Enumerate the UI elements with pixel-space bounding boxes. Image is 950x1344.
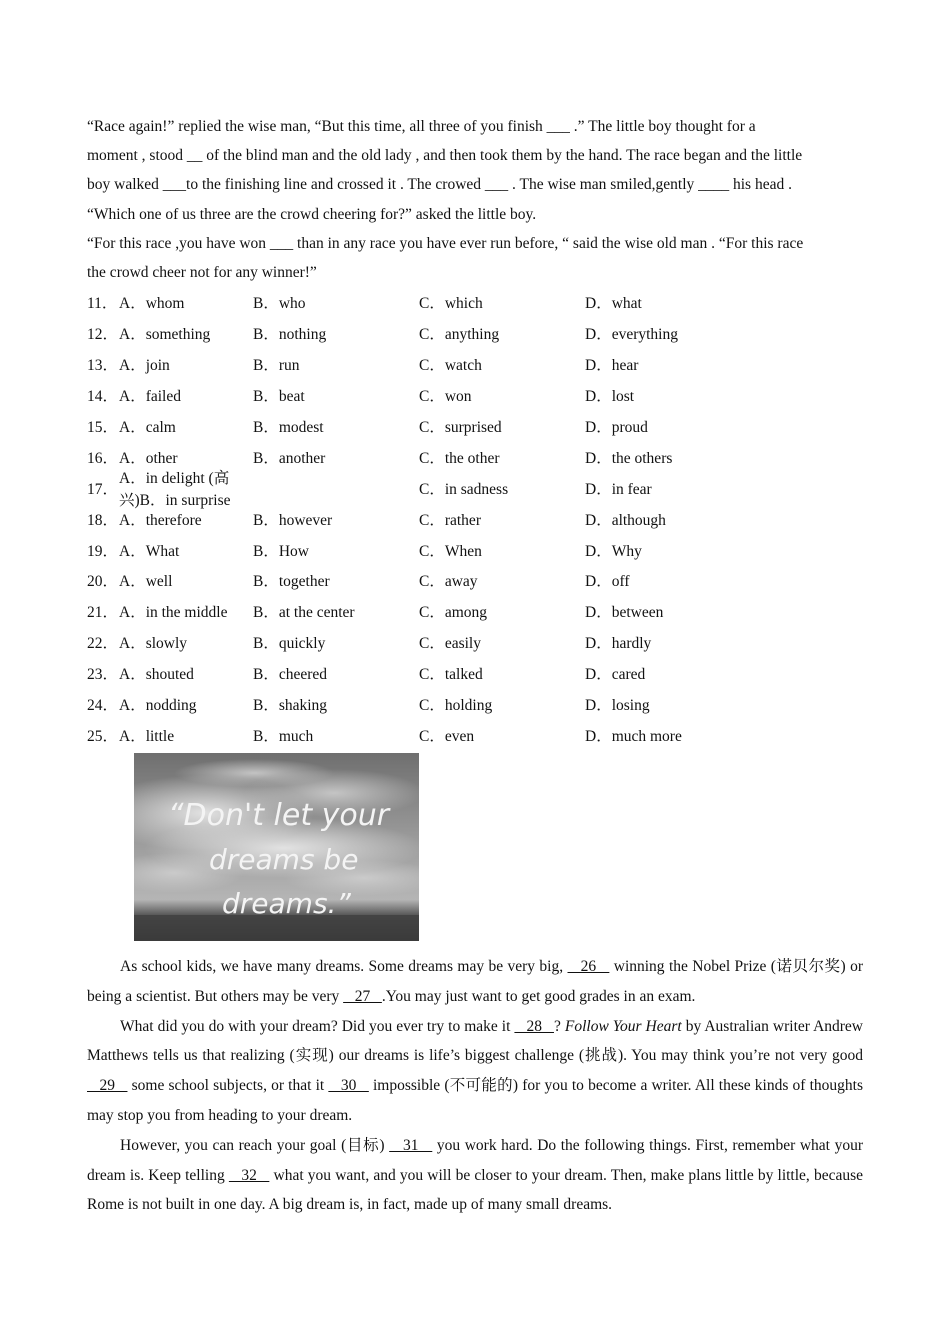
question-row xyxy=(87,719,863,750)
option-d: D．cared xyxy=(585,666,646,684)
option-c: C．surprised xyxy=(419,419,502,436)
option-d: D．in fear xyxy=(585,480,652,498)
question-row xyxy=(87,534,863,565)
option-c: C．When xyxy=(419,542,482,560)
question-number: 17． xyxy=(87,480,119,498)
question-number: 14． xyxy=(87,388,119,406)
option-a: A．well xyxy=(119,573,173,591)
option-d: D．although xyxy=(585,511,666,529)
option-b: B．however xyxy=(253,511,333,529)
blank-32: 32 xyxy=(228,1166,270,1184)
question-row xyxy=(87,658,863,689)
question-number: 24． xyxy=(87,697,119,715)
question-row xyxy=(87,565,863,596)
question-row xyxy=(87,411,863,442)
option-c: C．even xyxy=(419,727,475,745)
option-d: D．hear xyxy=(585,357,639,375)
option-c: C．anything xyxy=(419,326,500,344)
question-number: 18． xyxy=(87,511,119,529)
paragraph-2: What did you do with your dream? Did you ever try to make it 28 ? Follow Your Heart by Australian writer Andrew Matthews tells us that realizing (实现) our dreams is life’s biggest challenge (挑战). You may think you’re not very good 29 some school subjects, or that it 30 impossible (不可能的) for you to become a writer. All these kinds of thoughts may stop you from heading to your dream. xyxy=(87,1017,864,1124)
option-b: B．another xyxy=(253,449,326,467)
option-d: D．off xyxy=(585,573,630,591)
question-row xyxy=(87,469,863,509)
option-c: C．watch xyxy=(419,357,482,375)
option-d: D．hardly xyxy=(585,635,652,653)
question-number: 20． xyxy=(87,573,119,591)
question-row xyxy=(87,596,863,627)
option-c: C．which xyxy=(419,295,483,313)
answer-options xyxy=(87,287,863,750)
question-number: 19． xyxy=(87,542,119,560)
option-b: B．beat xyxy=(253,388,305,406)
sky-quote-photo xyxy=(134,753,419,941)
option-b: B．at the center xyxy=(253,604,355,622)
option-a: A．in the middle xyxy=(119,604,228,622)
question-number: 13． xyxy=(87,357,119,375)
option-b: B．shaking xyxy=(253,697,328,715)
option-b: B．nothing xyxy=(253,326,327,344)
story-line: boy walked ___to the finishing line and crossed it . The crowed ___ . The wise man smiled,gently ____ his head . xyxy=(87,176,792,194)
option-c: C．won xyxy=(419,388,472,406)
blank-30: 30 xyxy=(328,1077,369,1095)
option-d: D．everything xyxy=(585,326,678,344)
question-row xyxy=(87,318,863,349)
question-row xyxy=(87,349,863,380)
option-a: A．calm xyxy=(119,419,176,436)
question-number: 16． xyxy=(87,449,119,467)
blank-29: 29 xyxy=(87,1077,128,1095)
quote-line: dreams.” xyxy=(222,887,351,920)
story-line: “For this race ,you have won ___ than in any race you have ever run before, “ said the wise old man . “For this race xyxy=(87,234,804,252)
option-b: B．quickly xyxy=(253,635,326,653)
option-c: C．away xyxy=(419,573,478,591)
option-a: A．slowly xyxy=(119,635,188,653)
option-d: D．losing xyxy=(585,697,650,715)
book-title: Follow Your Heart xyxy=(564,1017,682,1035)
story-passage xyxy=(87,112,863,287)
question-number: 15． xyxy=(87,419,119,436)
option-c: C．easily xyxy=(419,635,481,653)
option-a: A．something xyxy=(119,326,211,344)
blank-31: 31 xyxy=(389,1136,433,1154)
question-number: 12． xyxy=(87,326,119,344)
question-row xyxy=(87,503,863,534)
option-d: D．much more xyxy=(585,727,682,745)
blank-28: 28 xyxy=(514,1017,554,1035)
question-row xyxy=(87,689,863,720)
story-line: the crowd cheer not for any winner!” xyxy=(87,264,317,282)
option-c: C．in sadness xyxy=(419,480,509,498)
blank-27: 27 xyxy=(343,987,382,1005)
question-number: 25． xyxy=(87,727,119,745)
question-number: 22． xyxy=(87,635,119,653)
quote-line: “Don't let your xyxy=(168,798,390,833)
option-a: A．therefore xyxy=(119,511,202,529)
story-line: “Which one of us three are the crowd cheering for?” asked the little boy. xyxy=(87,205,537,223)
question-number: 11． xyxy=(87,295,118,313)
option-d: D．lost xyxy=(585,388,635,406)
option-b: B．much xyxy=(253,727,314,745)
option-a: A．failed xyxy=(119,388,181,406)
option-d: D．between xyxy=(585,604,664,622)
option-b: B．How xyxy=(253,542,309,560)
paragraph-1: As school kids, we have many dreams. Some dreams may be very big, 26 winning the Nobel Prize (诺贝尔奖) or being a scientist. But others may be very 27 .You may just want to get good grades in an exam. xyxy=(87,958,863,1005)
question-row xyxy=(87,380,863,411)
dreams-passage xyxy=(87,952,863,1220)
option-c: C．rather xyxy=(419,511,481,529)
option-c: C．among xyxy=(419,604,488,622)
option-a: A．nodding xyxy=(119,697,197,715)
story-line: moment , stood __ of the blind man and the old lady , and then took them by the hand. The race began and the little xyxy=(87,147,803,165)
option-c: C．talked xyxy=(419,666,483,684)
option-a: A．join xyxy=(119,357,170,375)
question-row xyxy=(87,627,863,658)
option-a: A．in delight (高兴)B．in surprise xyxy=(119,469,231,509)
option-a: A．other xyxy=(119,449,178,467)
story-line: “Race again!” replied the wise man, “But this time, all three of you finish ___ .” The little boy thought for a xyxy=(87,118,756,135)
option-a: A．shouted xyxy=(119,666,194,684)
question-number: 23． xyxy=(87,666,119,684)
option-b: B．cheered xyxy=(253,666,328,684)
option-b: B．modest xyxy=(253,419,324,436)
option-d: D．Why xyxy=(585,542,642,560)
option-d: D．what xyxy=(585,295,642,313)
option-b: B．who xyxy=(253,295,306,313)
question-number: 21． xyxy=(87,604,119,622)
option-c: C．the other xyxy=(419,449,500,467)
option-b: B．together xyxy=(253,573,330,591)
option-a: A．What xyxy=(119,542,180,560)
quote-line: dreams be xyxy=(209,843,359,876)
question-row xyxy=(87,287,863,318)
option-a: A．little xyxy=(119,727,175,745)
option-a: A．whom xyxy=(119,295,185,313)
option-b: B．run xyxy=(253,357,300,375)
paragraph-3: However, you can reach your goal (目标) 31 you work hard. Do the following things. First, remember what your dream is. Keep telling 32 what you want, and you will be closer to your dream. Then, make plans little by little, because Rome is not built in one day. A big dream is, in fact, made up of many small dreams. xyxy=(87,1136,864,1214)
option-c: C．holding xyxy=(419,697,493,715)
blank-26: 26 xyxy=(567,958,610,975)
option-d: D．proud xyxy=(585,419,648,436)
option-d: D．the others xyxy=(585,449,673,467)
